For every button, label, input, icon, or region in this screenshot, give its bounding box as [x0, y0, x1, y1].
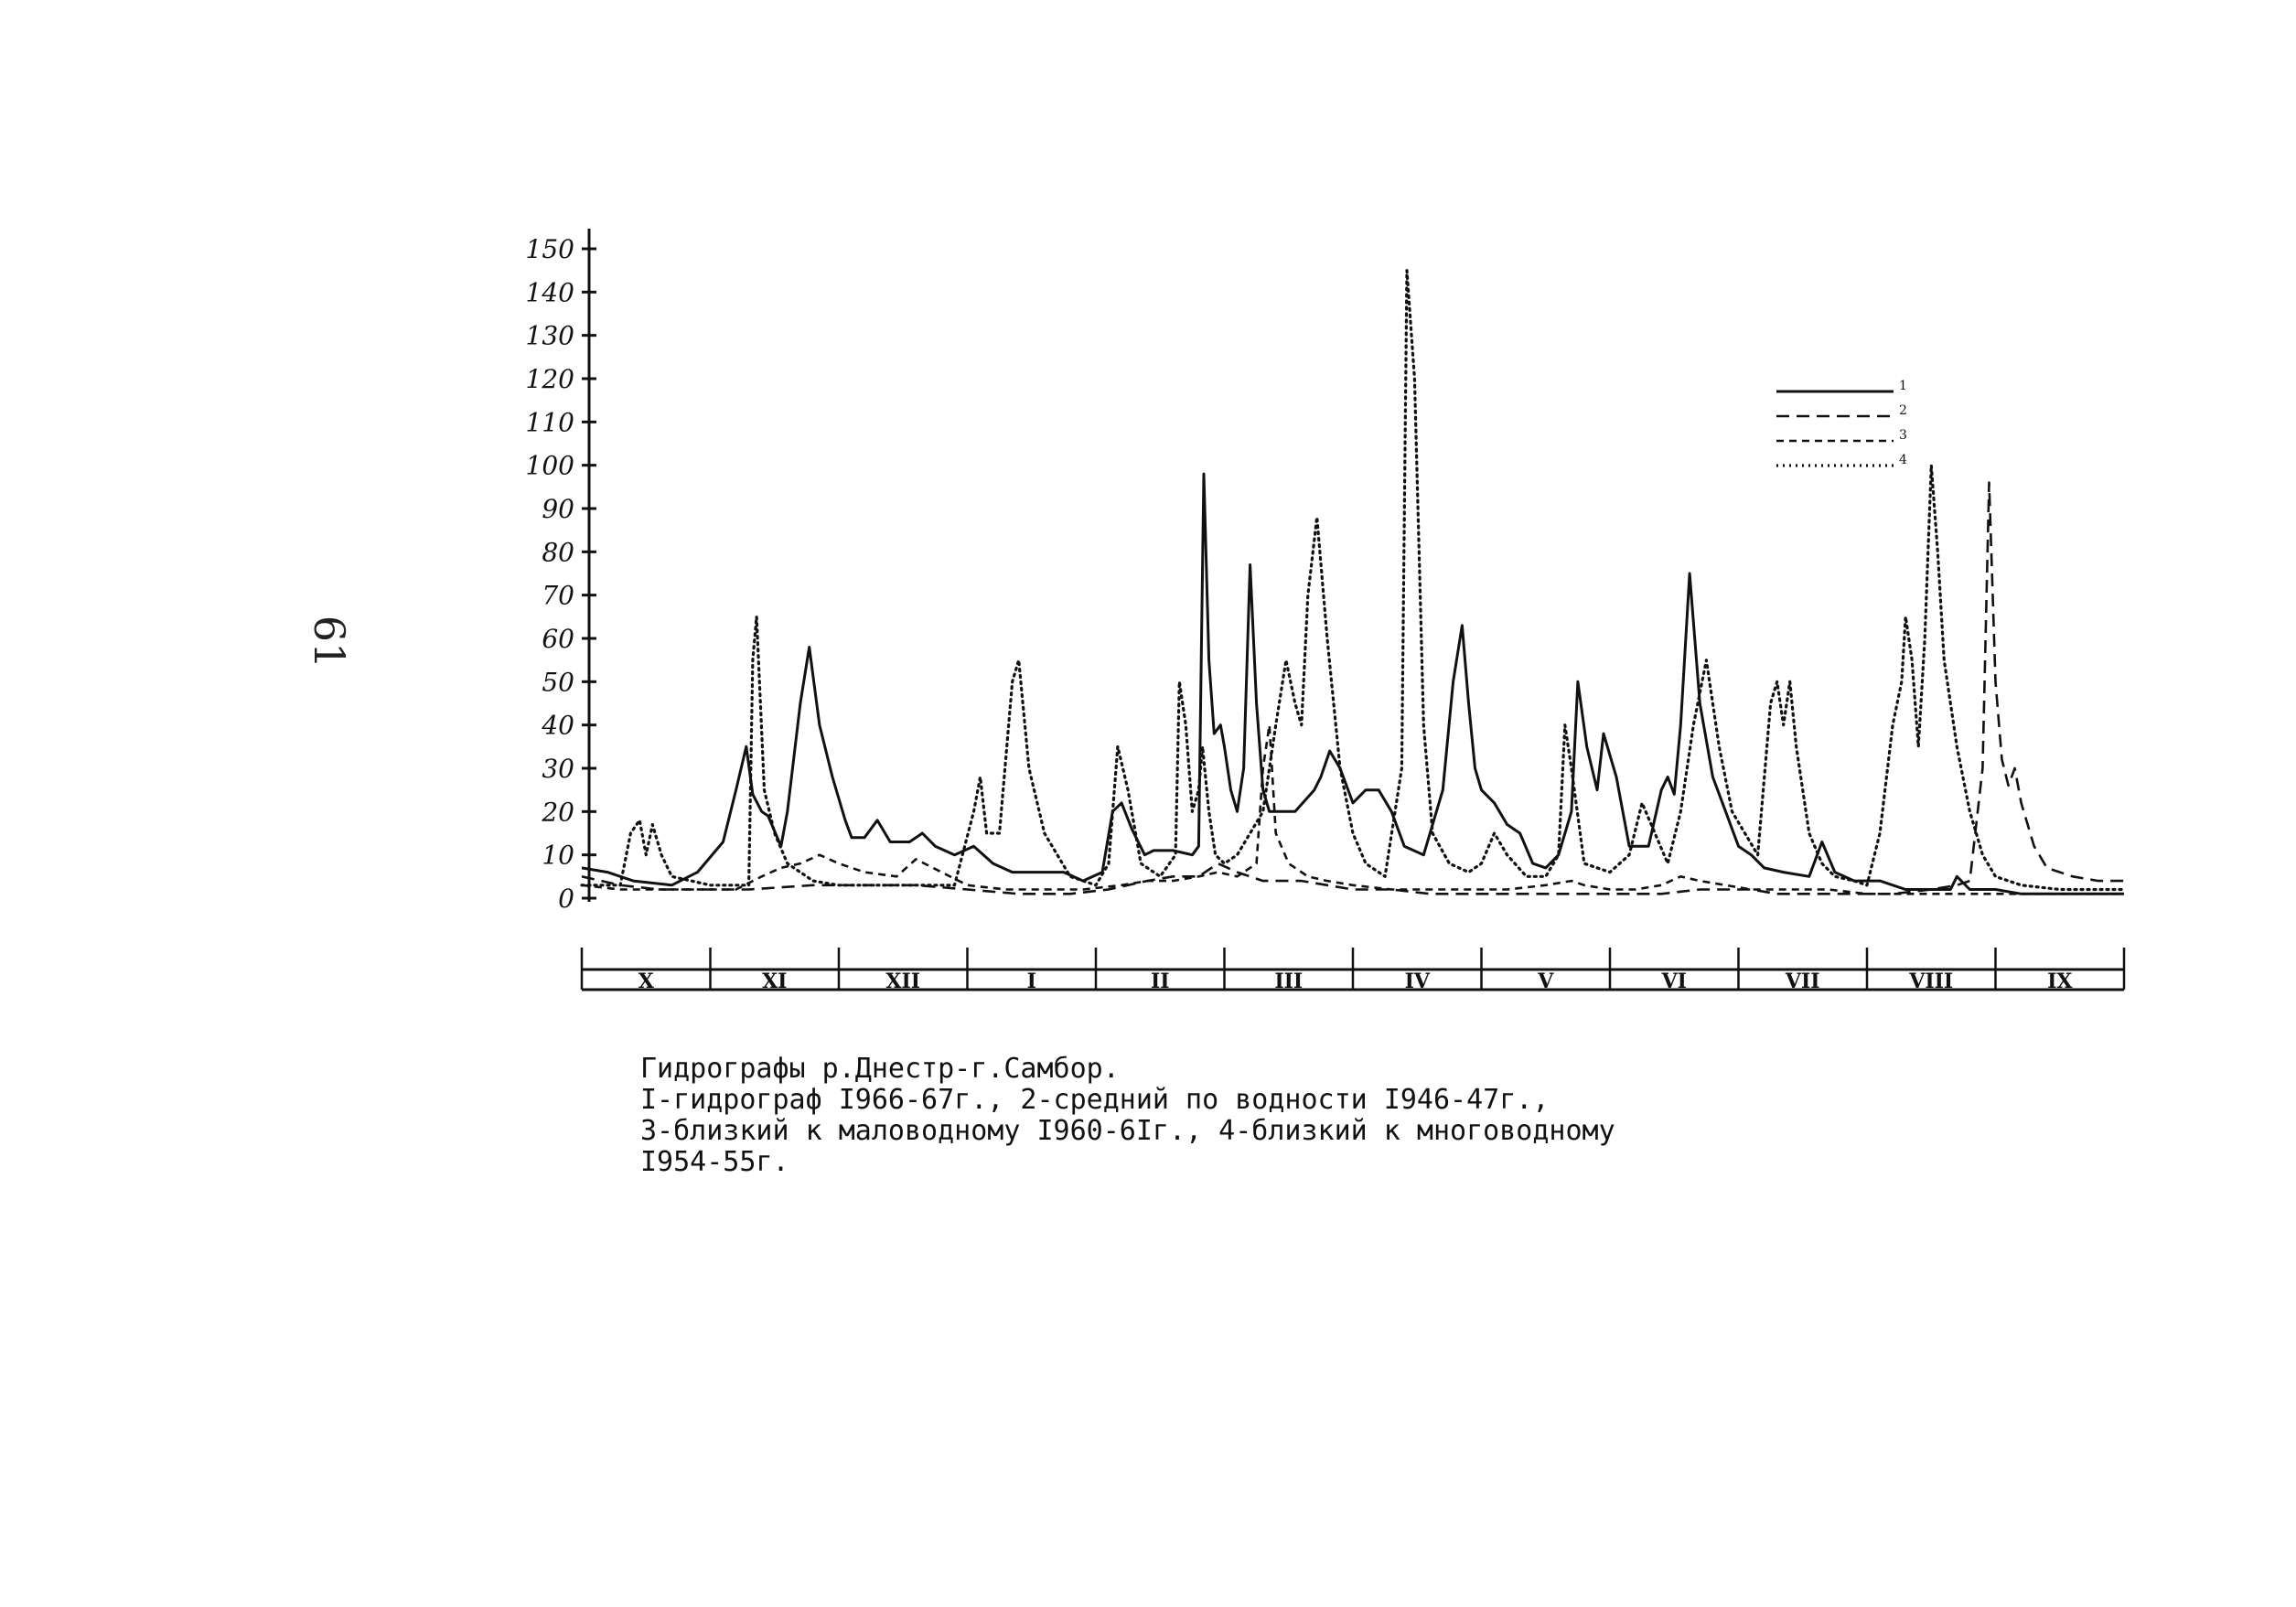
y-tick-label: 130: [525, 320, 574, 351]
y-tick-label: 70: [542, 580, 574, 611]
month-label-IV: IV: [1404, 970, 1430, 993]
y-tick-label: 10: [542, 840, 574, 871]
caption-line-2: I-гидрограф I966-67г., 2-средний по водности I946-47г.,: [640, 1084, 1550, 1116]
month-label-VI: VI: [1661, 970, 1687, 993]
y-tick-label: 90: [542, 494, 574, 524]
y-tick-label: 60: [542, 624, 574, 654]
caption-line-4: I954-55г.: [640, 1146, 789, 1178]
y-tick-label: 150: [525, 234, 574, 264]
legend-label-1: 1: [1899, 379, 1907, 393]
y-tick-label: 110: [525, 407, 574, 438]
y-tick-label: 20: [542, 797, 574, 828]
month-label-II: II: [1150, 970, 1170, 993]
y-tick-label: 50: [542, 667, 574, 698]
series-3-line: [582, 725, 2124, 895]
month-label-XII: XII: [885, 970, 921, 993]
month-label-X: X: [638, 970, 654, 993]
month-label-V: V: [1538, 970, 1554, 993]
month-axis: [582, 948, 2124, 993]
series-layer: [582, 271, 2124, 895]
y-tick-label: 100: [525, 450, 574, 481]
y-tick-label: 140: [525, 277, 574, 308]
month-label-III: III: [1274, 970, 1304, 993]
y-tick-label: 120: [525, 364, 574, 394]
month-label-I: I: [1026, 970, 1036, 993]
y-axis: [526, 229, 596, 914]
legend-label-4: 4: [1899, 453, 1907, 467]
caption-line-3: 3-близкий к маловодному I960-6Iг., 4-близкий к многоводному: [640, 1115, 1615, 1147]
y-tick-label: 80: [542, 537, 574, 568]
month-label-VII: VII: [1785, 970, 1820, 993]
month-label-XI: XI: [762, 970, 788, 993]
legend: [1776, 379, 1907, 467]
y-tick-label: 40: [542, 710, 574, 741]
month-label-VIII: VIII: [1909, 970, 1954, 993]
caption-line-1: Гидрографы р.Днестр-г.Самбор.: [640, 1053, 1120, 1085]
legend-label-2: 2: [1899, 403, 1907, 418]
legend-label-3: 3: [1899, 428, 1907, 443]
figure-caption: [640, 1054, 1875, 1178]
series-4-line: [582, 271, 2124, 890]
y-tick-label: 0: [558, 884, 574, 914]
page-number: 61: [305, 615, 354, 670]
month-label-IX: IX: [2047, 970, 2073, 993]
y-tick-label: 30: [542, 754, 574, 784]
